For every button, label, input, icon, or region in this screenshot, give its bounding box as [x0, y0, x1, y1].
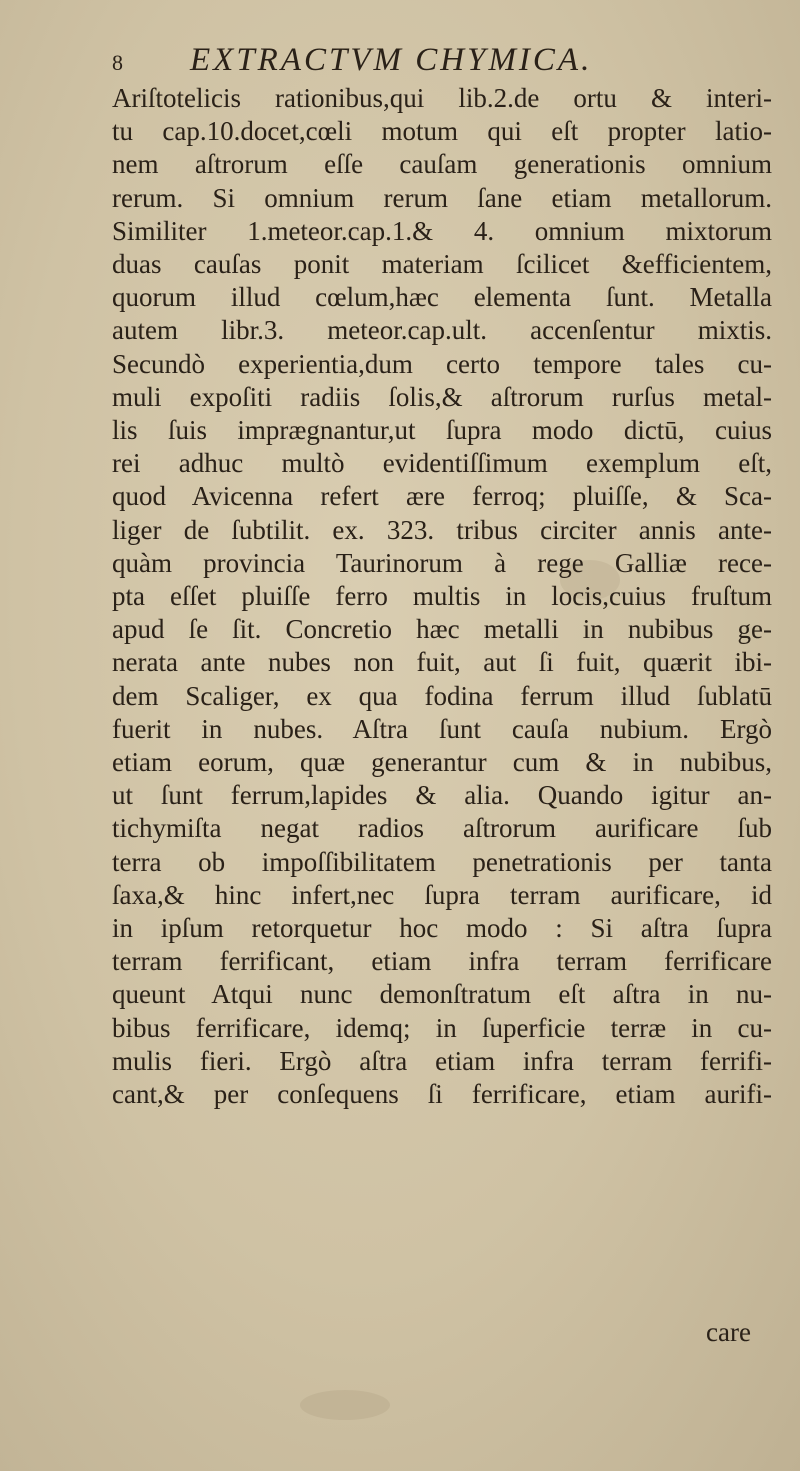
catchword: care	[706, 1317, 751, 1347]
text-line: bibus ferrificare, idemq; in ſuperficie terræ in cu-	[112, 1012, 772, 1043]
text-line: fuerit in nubes. Aſtra ſunt cauſa nubium. Ergò	[112, 713, 772, 744]
text-line: etiam eorum, quæ generantur cum & in nubibus,	[112, 747, 772, 778]
text-line: mulis fieri. Ergò aſtra etiam infra terram ferrifi-	[112, 1045, 772, 1076]
text-line: terram ferrificant, etiam infra terram ferrificare	[112, 946, 772, 977]
text-line: ſaxa,& hinc infert,nec ſupra terram aurificare, id	[112, 879, 772, 910]
text-line: terra ob impoſſibilitatem penetrationis per tanta	[112, 846, 772, 877]
text-line: Secundò experientia,dum certo tempore tales cu-	[112, 348, 772, 379]
text-line: dem Scaliger, ex qua fodina ferrum illud ſublatū	[112, 680, 772, 711]
text-line: ut ſunt ferrum,lapides & alia. Quando igitur an-	[112, 780, 772, 811]
page-header	[112, 42, 712, 82]
text-line: lis ſuis imprægnantur,ut ſupra modo dictū, cuius	[112, 415, 772, 446]
text-line: liger de ſubtilit. ex. 323. tribus circiter annis ante-	[112, 514, 772, 545]
text-line: quàm provincia Taurinorum à rege Galliæ rece-	[112, 547, 772, 578]
text-line: cant,& per conſequens ſi ferrificare, etiam aurifi-	[112, 1079, 772, 1110]
text-line: Ariſtotelicis rationibus,qui lib.2.de ortu & interi-	[112, 83, 772, 113]
text-line: duas cauſas ponit materiam ſcilicet &efficientem,	[112, 249, 772, 280]
text-line: queunt Atqui nunc demonſtratum eſt aſtra in nu-	[112, 979, 772, 1010]
running-title: EXTRACTVM CHYMICA.	[190, 42, 593, 78]
paper-stain	[300, 1390, 390, 1420]
text-line: tichymiſta negat radios aſtrorum aurificare ſub	[112, 813, 772, 844]
body-text	[112, 82, 772, 1111]
text-line: rerum. Si omnium rerum ſane etiam metallorum.	[112, 182, 772, 213]
text-line: muli expoſiti radiis ſolis,& aſtrorum rurſus metal-	[112, 381, 772, 412]
text-line: apud ſe ſit. Concretio hæc metalli in nubibus ge-	[112, 614, 772, 645]
text-line: quod Avicenna refert ære ferroq; pluiſſe, & Sca-	[112, 481, 772, 512]
text-line: quorum illud cœlum,hæc elementa ſunt. Metalla	[112, 282, 772, 313]
text-line: nem aſtrorum eſſe cauſam generationis omnium	[112, 149, 772, 180]
text-line: tu cap.10.docet,cœli motum qui eſt propter latio-	[112, 116, 772, 147]
text-line: nerata ante nubes non fuit, aut ſi fuit, quærit ibi-	[112, 647, 772, 678]
text-line: in ipſum retorquetur hoc modo : Si aſtra ſupra	[112, 913, 772, 944]
text-line: Similiter 1.meteor.cap.1.& 4. omnium mixtorum	[112, 215, 772, 246]
text-line: pta eſſet pluiſſe ferro multis in locis,cuius fruſtum	[112, 581, 772, 612]
page-number: 8	[112, 50, 123, 75]
text-line: autem libr.3. meteor.cap.ult. accenſentur mixtis.	[112, 315, 772, 346]
text-line: rei adhuc multò evidentiſſimum exemplum eſt,	[112, 448, 772, 479]
